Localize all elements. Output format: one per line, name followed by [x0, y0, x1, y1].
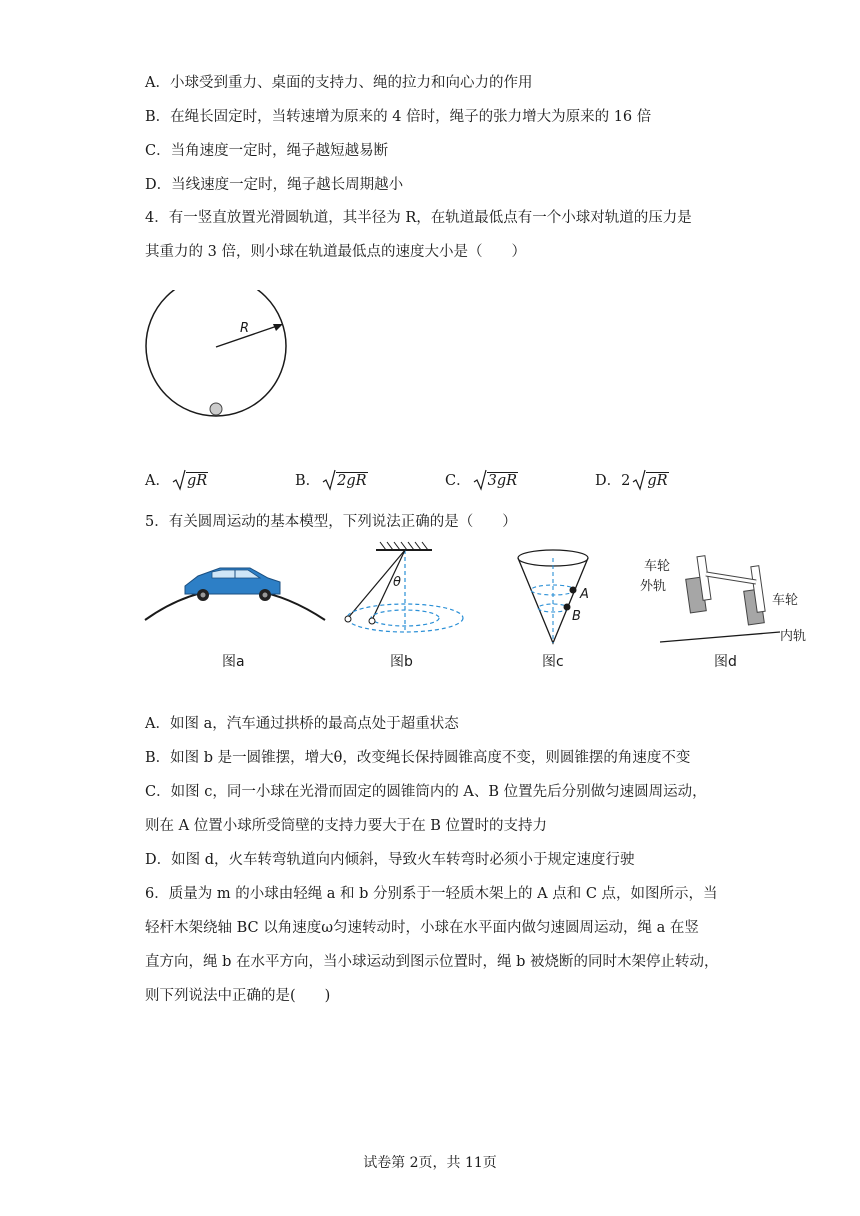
- q5-option-a: A．如图 a，汽车通过拱桥的最高点处于超重状态: [145, 716, 459, 732]
- q5-option-c-line2: 则在 A 位置小球所受筒壁的支持力要大于在 B 位置时的支持力: [145, 818, 548, 834]
- caption-d: 图d: [714, 654, 737, 670]
- q3-option-c: C．当角速度一定时，绳子越短越易断: [145, 143, 389, 159]
- figure-c-cone: [518, 550, 589, 670]
- q4-option-d: D．2 gR: [595, 470, 669, 492]
- q3-option-d: D．当线速度一定时，绳子越长周期越小: [145, 177, 404, 193]
- point-b-label: B: [572, 609, 581, 624]
- q4-stem-line1: 4．有一竖直放置光滑圆轨道，其半径为 R，在轨道最低点有一个小球对轨道的压力是: [145, 210, 692, 226]
- inner-rail-label: 内轨: [780, 629, 807, 644]
- caption-a: 图a: [222, 654, 245, 670]
- q6-stem-line2: 轻杆木架绕轴 BC 以角速度ω匀速转动时，小球在水平面内做匀速圆周运动，绳 a 在竖: [145, 920, 699, 936]
- radius-label: R: [240, 321, 250, 336]
- figure-d-rail: [640, 556, 806, 670]
- caption-b: 图b: [390, 654, 413, 670]
- q5-option-d: D．如图 d，火车转弯轨道向内倾斜，导致火车转弯时必须小于规定速度行驶: [145, 852, 635, 868]
- q5-stem: 5．有关圆周运动的基本模型，下列说法正确的是（ ）: [145, 514, 517, 530]
- q4-option-a: A． gR: [145, 470, 208, 492]
- wheel-left-label: 车轮: [644, 559, 671, 574]
- q4-stem-line2: 其重力的 3 倍，则小球在轨道最低点的速度大小是（ ）: [145, 244, 526, 260]
- outer-rail-label: 外轨: [640, 579, 667, 594]
- caption-c: 图c: [542, 654, 564, 670]
- theta-label: θ: [393, 575, 401, 590]
- q6-stem-line3: 直方向，绳 b 在水平方向，当小球运动到图示位置时，绳 b 被烧断的同时木架停止转动，: [145, 954, 719, 970]
- q6-stem-line1: 6．质量为 m 的小球由轻绳 a 和 b 分别系于一轻质木架上的 A 点和 C 点，如图所示，当: [145, 886, 718, 902]
- figure-b-pendulum: [345, 542, 463, 670]
- q5-option-b: B．如图 b 是一圆锥摆，增大θ，改变绳长保持圆锥高度不变，则圆锥摆的角速度不变: [145, 750, 691, 766]
- q4-option-c: C． 3gR: [445, 470, 518, 492]
- q6-stem-line4: 则下列说法中正确的是( ): [145, 988, 331, 1004]
- q5-figures: [140, 538, 820, 678]
- figure-a-bridge: [145, 568, 325, 670]
- q4-option-b: B． 2gR: [295, 470, 368, 492]
- q3-option-a: A．小球受到重力、桌面的支持力、绳的拉力和向心力的作用: [145, 75, 533, 91]
- q5-option-c-line1: C．如图 c，同一小球在光滑而固定的圆锥筒内的 A、B 位置先后分别做匀速圆周运动，: [145, 784, 707, 800]
- point-a-label: A: [580, 587, 589, 602]
- ball: [210, 403, 222, 415]
- circle-track-figure: [140, 290, 300, 430]
- q3-option-b: B．在绳长固定时，当转速增为原来的 4 倍时，绳子的张力增大为原来的 16 倍: [145, 109, 652, 125]
- page-footer: 试卷第 2页，共 11页: [363, 1155, 497, 1171]
- wheel-right-label: 车轮: [772, 593, 799, 608]
